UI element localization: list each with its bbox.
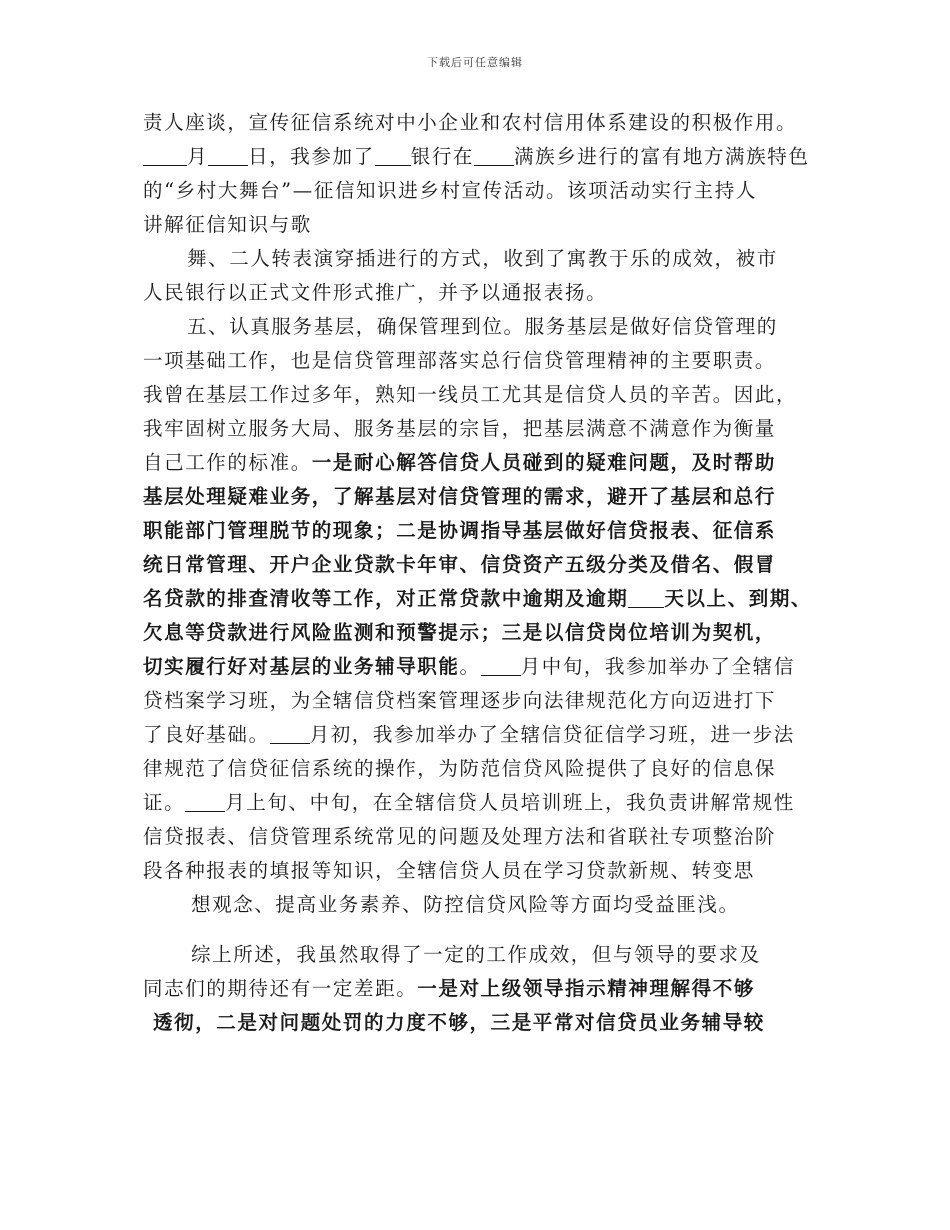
text-line — [143, 582, 833, 616]
text-run: 了良好基础。 — [143, 723, 270, 746]
fill-blank — [270, 721, 310, 744]
text-run: 我曾在基层工作过多年，熟知一线员工尤其是信贷人员的辛苦。因此， — [143, 383, 798, 406]
text-run-bold: 职能部门管理脱节的现象；二是协调指导基层做好信贷报表、征信系 — [143, 519, 777, 542]
fill-blank — [628, 585, 664, 608]
text-run: 月初，我参加举办了全辖信贷征信学习班，进一步法 — [309, 723, 795, 746]
text-run: 段各种报表的填报等知识，全辖信贷人员在学习贷款新规、转变思 — [143, 859, 755, 882]
text-run: 月 — [187, 145, 209, 168]
text-run: 满族乡进行的富有地方满族特色 — [514, 145, 810, 168]
text-run: 人民银行以正式文件形式推广，并予以通报表扬。 — [143, 281, 608, 304]
text-line — [143, 378, 833, 412]
text-line — [143, 208, 833, 242]
text-run: 讲解征信知识与歌 — [143, 213, 312, 236]
text-run: 信贷报表、信贷管理系统常见的问题及处理方法和省联社专项整治阶 — [143, 825, 777, 848]
text-line — [143, 684, 833, 718]
text-run-bold: 透彻，二是对问题处罚的力度不够，三是平常对信贷员业务辅导较 — [153, 1011, 765, 1034]
text-line — [143, 820, 833, 854]
fill-blank — [474, 143, 514, 166]
text-line — [153, 1006, 833, 1040]
text-run-bold: 基层处理疑难业务，了解基层对信贷管理的需求，避开了基层和总行 — [143, 485, 777, 508]
text-run: 贷档案学习班，为全辖信贷档案管理逐步向法律规范化方向迈进打下 — [143, 689, 777, 712]
text-line — [143, 514, 833, 548]
text-run: 月上旬、中旬，在全辖信贷人员培训班上，我负责讲解常规性 — [225, 791, 795, 814]
text-line — [143, 310, 833, 344]
text-run-bold: 名贷款的排查清收等工作，对正常贷款中逾期及逾期 — [143, 587, 629, 610]
text-run: 自己工作的标准。 — [143, 451, 312, 474]
text-run: 银行在 — [410, 145, 475, 168]
text-run: 。 — [459, 655, 481, 678]
document-body — [143, 106, 833, 1040]
text-run-bold: 一是耐心解答信贷人员碰到的疑难问题，及时帮助 — [311, 451, 777, 474]
text-run: 日，我参加了 — [248, 145, 375, 168]
text-line — [143, 616, 833, 650]
text-run: 月中旬，我参加举办了全辖信 — [520, 655, 795, 678]
text-line — [143, 276, 833, 310]
text-run-bold: 统日常管理、开户企业贷款卡年审、信贷资产五级分类及借名、假冒 — [143, 553, 777, 576]
text-run: 我牢固树立服务大局、服务基层的宗旨，把基层满意不满意作为衡量 — [143, 417, 777, 440]
text-line — [143, 412, 833, 446]
text-line — [143, 242, 833, 276]
text-line — [143, 786, 833, 820]
text-line — [143, 106, 833, 140]
text-run: 律规范了信贷征信系统的操作，为防范信贷风险提供了良好的信息保 — [143, 757, 777, 780]
fill-blank — [185, 789, 225, 812]
fill-blank — [143, 143, 187, 166]
text-run: 五、认真服务基层，确保管理到位。服务基层是做好信贷管理的 — [187, 315, 778, 338]
text-run-bold: 天以上、到期、 — [664, 587, 813, 610]
text-line — [143, 480, 833, 514]
text-run: 想观念、提高业务素养、防控信贷风险等方面均受益匪浅。 — [191, 893, 740, 916]
text-run-bold: 一是对上级领导指示精神理解得不够 — [417, 977, 755, 1000]
paragraph-gap — [143, 922, 833, 938]
text-run: 一项基础工作，也是信贷管理部落实总行信贷管理精神的主要职责。 — [143, 349, 777, 372]
text-line — [143, 972, 833, 1006]
text-line — [143, 718, 833, 752]
text-line — [143, 650, 833, 684]
text-run-bold: 欠息等贷款进行风险监测和预警提示；三是以信贷岗位培训为契机， — [143, 621, 777, 644]
text-run: 的“乡村大舞台”—征信知识进乡村宣传活动。该项活动实行主持人 — [143, 179, 757, 202]
fill-blank — [375, 143, 411, 166]
text-run-bold: 切实履行好对基层的业务辅导职能 — [143, 655, 460, 678]
fill-blank — [481, 653, 521, 676]
text-line — [143, 174, 833, 208]
page-header: 下载后可任意编辑 — [427, 56, 523, 69]
text-line — [143, 446, 833, 480]
text-line — [143, 938, 833, 972]
text-line — [143, 888, 833, 922]
text-line — [143, 140, 833, 174]
text-run: 综上所述，我虽然取得了一定的工作成效，但与领导的要求及 — [191, 943, 761, 966]
text-line — [143, 548, 833, 582]
text-run: 责人座谈，宣传征信系统对中小企业和农村信用体系建设的积极作用。 — [143, 111, 798, 134]
fill-blank — [208, 143, 248, 166]
text-run: 证。 — [143, 791, 186, 814]
text-line — [143, 854, 833, 888]
text-run: 舞、二人转表演穿插进行的方式，收到了寓教于乐的成效，被市 — [187, 247, 778, 270]
text-run: 同志们的期待还有一定差距。 — [143, 977, 418, 1000]
text-line — [143, 344, 833, 378]
text-line — [143, 752, 833, 786]
